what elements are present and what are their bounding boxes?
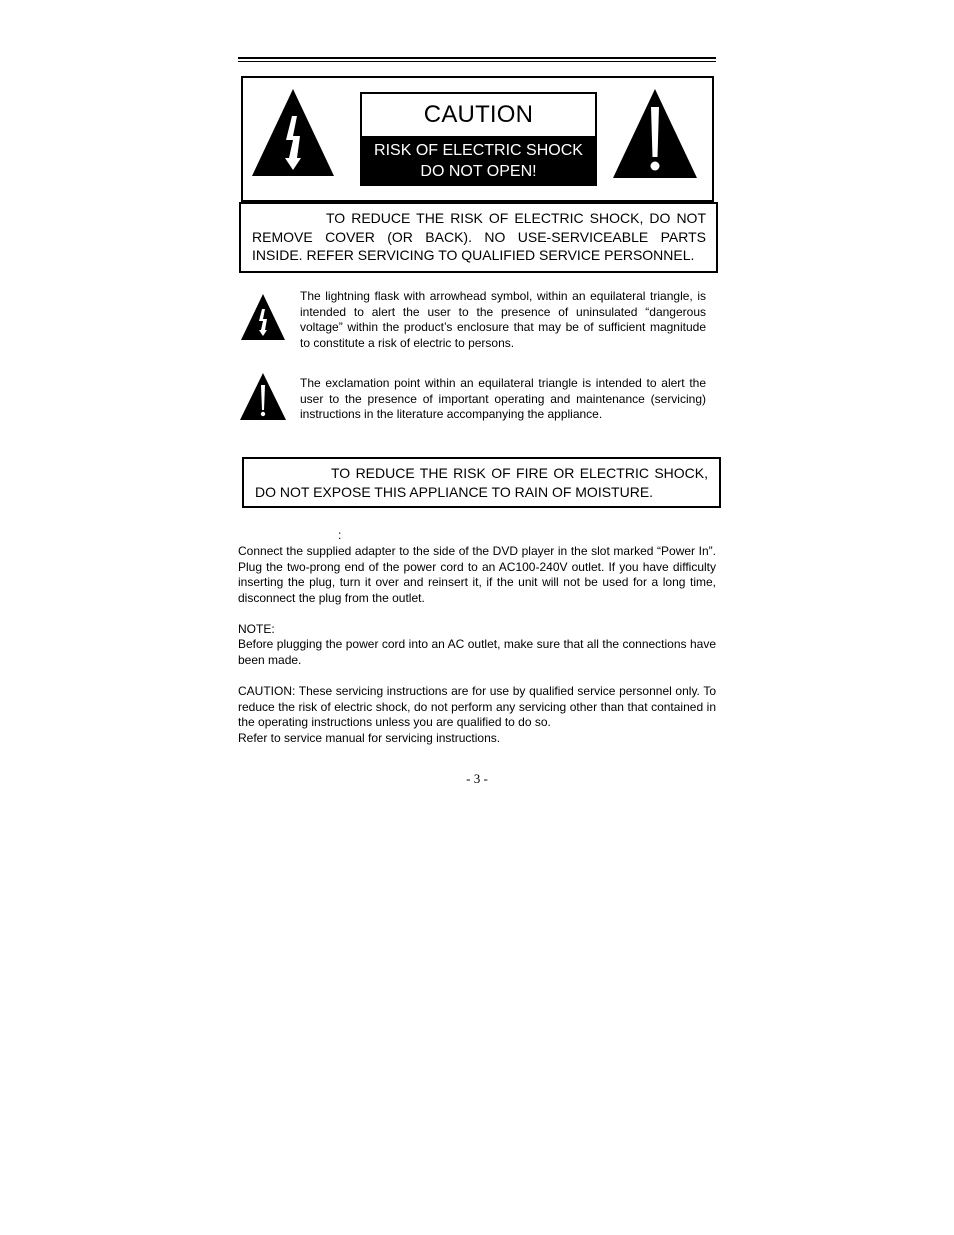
- caution-line-1: RISK OF ELECTRIC SHOCK: [374, 142, 583, 159]
- power-instructions: Connect the supplied adapter to the side of the DVD player in the slot marked “Power In”. Plug the two-prong end of the power cord to an AC100-240V outlet. If you have difficulty inserting the plug, turn it over and reinsert it, if the unit will not be used for a long time, disconnect the plug from the outlet.: [238, 544, 716, 605]
- exclamation-warning-icon: [611, 87, 699, 179]
- caution-line-2: DO NOT OPEN!: [420, 163, 537, 180]
- lightning-symbol-icon: [240, 292, 286, 342]
- fire-warning-text: TO REDUCE THE RISK OF FIRE OR ELECTRIC SHOCK, DO NOT EXPOSE THIS APPLIANCE TO RAIN OF MOISTURE.: [255, 465, 708, 500]
- exclamation-symbol-description: The exclamation point within an equilateral triangle is intended to alert the user to the presence of important operating and maintenance (servicing) instructions in the literature accompanying the appliance.: [300, 376, 706, 422]
- service-refer-text: Refer to service manual for servicing instructions.: [238, 731, 501, 745]
- power-heading: :: [338, 528, 342, 542]
- lightning-symbol-description: The lightning flask with arrowhead symbol, within an equilateral triangle, is intended to alert the user to the presence of uninsulated “dangerous voltage” within the product’s enclosure that may be of sufficient magnitude to constitute a risk of electric to persons.: [300, 289, 706, 350]
- caution-label: [360, 92, 597, 186]
- shock-warning-text: TO REDUCE THE RISK OF ELECTRIC SHOCK, DO NOT REMOVE COVER (OR BACK). NO USE-SERVICEABLE PARTS INSIDE. REFER SERVICING TO QUALIFIED SERVICE PERSONNEL.: [252, 210, 706, 263]
- lightning-warning-icon: [250, 86, 336, 178]
- page-number: - 3 -: [466, 771, 488, 786]
- service-caution-text: CAUTION: These servicing instructions are for use by qualified service personnel only. To reduce the risk of electric shock, do not perform any servicing other than that contained in the operating instructions unless you are qualified to do so.: [238, 684, 716, 730]
- header-rule-thin: [238, 61, 716, 62]
- caution-label-band: [362, 136, 595, 184]
- header-rule: [238, 57, 716, 59]
- note-label: NOTE:: [238, 622, 275, 636]
- note-text: Before plugging the power cord into an AC outlet, make sure that all the connections have been made.: [238, 637, 716, 667]
- caution-title: CAUTION: [423, 101, 534, 128]
- exclamation-symbol-icon: [239, 372, 287, 422]
